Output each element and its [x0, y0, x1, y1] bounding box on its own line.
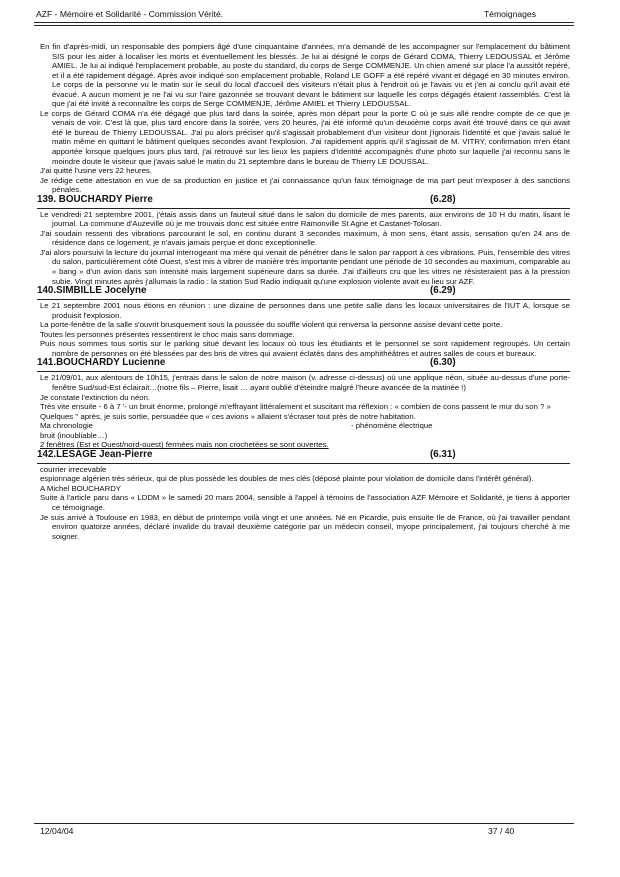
testimony-heading — [37, 450, 570, 464]
testimony-paragraph: Le 21 septembre 2001 nous étions en réunion : une dizaine de personnes dans une petite salle dans les locaux universitaires de l'IUT A, lorsque se produisit l'explosion. — [40, 301, 570, 320]
testimony-paragraph: courrier irrecevable — [40, 464, 107, 474]
testimony-paragraph: Le vendredi 21 septembre 2001, j'étais assis dans un fauteuil situé dans le salon du domicile de mes parents, aux environs de 10 H du matin, lisant le journal. La commune d'Auzeville où je me trouvais donc est située entre Ramonville St Agne et Castanet-Tolosan. — [40, 209, 570, 229]
testimony-paragraph: Je suis arrivé à Toulouse en 1983, en début de printemps voilà vingt et une années. Né en Picardie, puis ensuite Ile de France, où j'ai travailler pendant environ quatorze années, déclaré invalide du travail deuxième catégorie par un médecin conseil, myope principalement, j'ai toujours cherché à me soigner. — [40, 512, 570, 541]
testimony-number: (6.31) — [430, 448, 456, 460]
testimony-paragraph: Quelques '' après, je suis sortie, persuadée que « ces avions » allaient s'écraser tout près de notre habitation. — [40, 411, 416, 421]
testimony-title: 140.SIMBILLE Jocelyne — [37, 285, 147, 297]
testimony-number: (6.29) — [430, 285, 456, 297]
testimony-title: 141.BOUCHARDY Lucienne — [37, 357, 166, 369]
header-section: Témoignages — [483, 9, 536, 19]
chronology-row — [40, 421, 570, 431]
testimony-paragraph: La porte-fenêtre de la salle s'ouvrit brusquement sous la poussée du souffle violent qui renversa la personne assise devant cette porte. — [40, 320, 503, 330]
testimony-number: (6.28) — [430, 193, 456, 205]
testimony-paragraph: bruit (inoubliable…) — [40, 430, 108, 440]
intro-paragraph: Je rédige cette attestation en vue de sa production en justice et j'ai connaissance qu'un faux témoignage de ma part peut m'exposer à des sanctions pénales. — [40, 175, 570, 195]
intro-paragraph: Le corps de Gérard COMA n'a été dégagé que plus tard dans la soirée, après mon départ pour la porte C où je suis allé rendre compte de ce que je venais de voir. C'est là que, plus tard encore dans la soirée, vers 20 heures, j'ai été informé qu'un deuxième corps avait été trouvé dans ce qui avait été le bureau de Thierry LEDOUSSAL. J'ai pu alors préciser qu'il s'agissait probablement d'un visiteur dont j'ignorais l'identité et que j'avais salué le matin même en quittant le bâtiment quelques secondes avant l'explosion. J'ai rapidement appris qu'il s'agissait de M. VITRY, confirmation m'en étant apportée lorsque quelques jours plus tard, j'ai retrouvé sur les lieux les papiers d'identité accompagnés d'une photo sur laquelle j'ai reconnu sans le moindre doute le visiteur que j'avais salué le matin du 21 septembre dans le bureau de Thierry LE DOUSSAL. — [40, 108, 570, 166]
footer-date: 12/04/04 — [40, 826, 74, 836]
testimony-heading — [37, 286, 570, 300]
testimony-paragraph: J'ai alors poursuivi la lecture du journal interrogeant ma mère qui venait de pénétrer dans le salon par rapport à ces vibrations. Puis, l'ensemble des vitres du salon, particulièrement côté Ouest, s'est mis à vibrer de manière très importante pendant une période de 10 secondes au maximum, comparable au « bang » d'un avion dans son intensité mais largement supérieure dans sa durée. J'ai d'ailleurs cru que les vitres ne résisteraient pas à la pression subie. Vingt minutes après j'allumais la radio : la station Sud Radio indiquait qu'une explosion violente avait eu lieu sur AZF. — [40, 247, 570, 286]
testimony-paragraph: Puis nous sommes tous sortis sur le parking situé devant les locaux où tous les étudiants et le personnel se sont rapidement regroupés. Un certain nombre de personnes on été blessées par des bris de vitres qui avaient éclatés dans des amphithéâtres et autres salles de cours et bureaux. — [40, 339, 570, 358]
intro-paragraph: En fin d'après-midi, un responsable des pompiers âgé d'une cinquantaine d'années, m'a demandé de les accompagner sur l'emplacement du bâtiment SIS pour les aider à localiser les morts et éventuellement les blessés. Je lui ai désigné le corps de Gérard COMA, Thierry LEDOUSSAL et Jérôme AMIEL. Je lui ai indiqué l'emplacement probable, au poste du standard, du corps de Serge COMMENJE. Un chien amené sur place l'a aussitôt repéré, et il a été rapidement dégagé. Après avoir indiqué son emplacement probable, Roland LE GOFF a été repéré vivant et dégagé en 30 minutes environ. Le corps de la personne vu le matin sur le seuil du local d'accueil des visiteurs n'était plus à l'endroit où je l'avais vu et j'en ai conclu qu'il avait été évacué. A aucun moment je ne l'ai vu sur l'aire gazonnée se trouvant devant le bâtiment sur laquelle les corps dégagés étaient rassemblés. C'est là que j'ai été invité à reconnaître les corps de Serge COMMENJE, Jérôme AMIEL et Thierry LEDOUSSAL. — [40, 42, 570, 109]
testimony-paragraph: Suite à l'article paru dans « LDDM » le samedi 20 mars 2004, sensible à l'appel à témoins de l'association AZF Mémoire et Solidarité, je tiens à apporter ce témoignage. — [40, 493, 570, 512]
testimony-number: (6.30) — [430, 357, 456, 369]
testimony-paragraph: Je constate l'extinction du néon. — [40, 392, 151, 402]
header-rule — [34, 25, 574, 26]
header-title: AZF - Mémoire et Solidarité - Commission Vérité. — [36, 9, 224, 19]
intro-paragraph: J'ai quitté l'usine vers 22 heures. — [40, 166, 152, 176]
testimony-paragraph: A Michel BOUCHARDY — [40, 483, 121, 493]
footer-rule — [34, 823, 574, 824]
testimony-title: 139. BOUCHARDY Pierre — [37, 193, 153, 205]
testimony-paragraph: Toutes les personnes présentes ressentirent le choc mais sans dommage. — [40, 329, 295, 339]
document-body — [37, 42, 570, 541]
testimony-paragraph: Le 21/09/01, aux alentours de 10h15, j'entrais dans le salon de notre maison (v. adresse ci-dessus) où une applique néon, située au-dessus d'une porte-fenêtre Sud/sud-Est éclairait…(notre fils – Pierre, lisait … ayant oublié d'éteindre malgré l'heure avancée de la matinée !) — [40, 373, 570, 392]
testimony-title: 142.LESAGE Jean-Pierre — [37, 448, 153, 460]
chronology-label: Ma chronologie — [40, 421, 93, 431]
testimony-paragraph: 2 fenêtres (Est et Ouest/nord-ouest) fermées mais non crochetées se sont ouvertes. — [40, 440, 329, 450]
page-number: 37 / 40 — [488, 826, 515, 836]
testimony-heading — [37, 358, 570, 372]
chronology-item: - phénomène électrique — [351, 421, 433, 431]
testimony-paragraph: J'ai soudain ressenti des vibrations parcourant le sol, en continu durant 3 secondes maximum, à mon sens, étant assis, sensation qu'en 24 ans de résidence dans ce logement, je n'avais jamais perçue et donc exceptionnelle. — [40, 228, 570, 248]
testimony-heading — [37, 195, 570, 209]
testimony-paragraph: Très vite ensuite - 6 à 7 '- un bruit énorme, prolongé m'effrayant littéralement et suscitant ma réflexion : « combien de cons passent le mur du son ? » — [40, 402, 551, 412]
page-header — [34, 8, 574, 23]
testimony-paragraph: espionnage algérien très sérieux, qui de plus possède les doubles de mes clés (déposé plainte pour violation de domicile dans l'intérêt général). — [40, 474, 534, 484]
